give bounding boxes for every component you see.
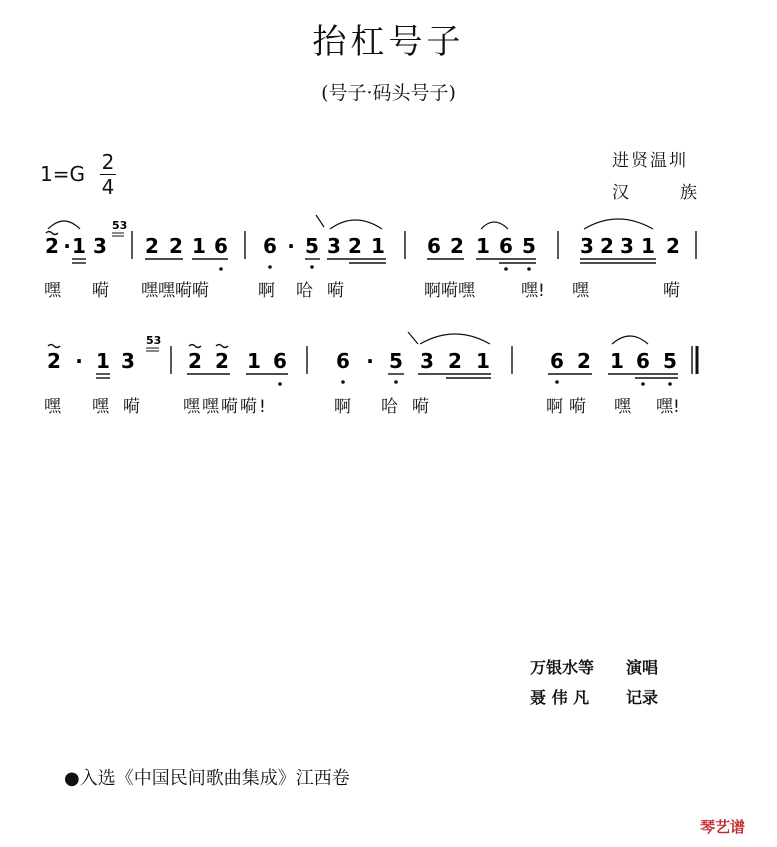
note: 6 bbox=[336, 349, 350, 373]
note: 1 bbox=[476, 349, 490, 373]
note-dot: · bbox=[366, 349, 374, 373]
slur bbox=[612, 336, 648, 344]
note: 2 bbox=[45, 234, 59, 258]
time-signature bbox=[98, 150, 118, 199]
note: 6 bbox=[273, 349, 287, 373]
performer-name: 万银水等 bbox=[530, 658, 595, 677]
low-octave-dots bbox=[219, 265, 531, 271]
note: 2 bbox=[666, 234, 680, 258]
note: 1 bbox=[371, 234, 385, 258]
lyric: 嘿 bbox=[44, 281, 61, 301]
note: 3 bbox=[327, 234, 341, 258]
lyric: 嘿 bbox=[572, 281, 589, 301]
note: 3 bbox=[93, 234, 107, 258]
note: 6 bbox=[214, 234, 228, 258]
breath-arrow bbox=[316, 215, 324, 227]
note: 1 bbox=[96, 349, 110, 373]
lyric: 哈嗬 bbox=[296, 281, 358, 301]
slur bbox=[584, 219, 653, 229]
note: 6 bbox=[427, 234, 441, 258]
note: 2 bbox=[188, 349, 202, 373]
note: 2 bbox=[145, 234, 159, 258]
performer-role: 演唱 bbox=[626, 658, 659, 677]
grace-beam bbox=[146, 348, 159, 351]
note: 1 bbox=[72, 234, 86, 258]
note: 3 bbox=[420, 349, 434, 373]
low-octave-dots bbox=[278, 380, 672, 386]
lyric: 嘿 bbox=[614, 397, 631, 417]
lyric: 嘿嘿嗬嗬! bbox=[183, 397, 268, 417]
note: 6 bbox=[550, 349, 564, 373]
note-dot: · bbox=[75, 349, 83, 373]
note: 5 bbox=[305, 234, 319, 258]
lyric: 嘿! bbox=[521, 281, 545, 301]
note: 2 bbox=[215, 349, 229, 373]
score-line-1 bbox=[0, 205, 777, 275]
grace-beam bbox=[112, 233, 124, 236]
lyric: 啊 bbox=[334, 397, 351, 417]
note: 1 bbox=[610, 349, 624, 373]
note: 3 bbox=[121, 349, 135, 373]
lyric: 嘿嘿嗬嗬 bbox=[141, 281, 209, 301]
slurs bbox=[48, 215, 653, 229]
watermark-logo: 琴艺谱 bbox=[700, 818, 746, 836]
lyric: 啊 bbox=[258, 281, 275, 301]
note: 6 bbox=[263, 234, 277, 258]
note: 3 bbox=[580, 234, 594, 258]
note: 1 bbox=[476, 234, 490, 258]
beams bbox=[72, 259, 656, 263]
time-signature-bottom: 4 bbox=[101, 175, 115, 199]
beams bbox=[96, 374, 678, 378]
song-title: 抬杠号子 bbox=[312, 22, 465, 62]
slur bbox=[330, 220, 382, 229]
note: 3 bbox=[620, 234, 634, 258]
footnote: ●入选《中国民间歌曲集成》江西卷 bbox=[64, 768, 350, 789]
note: 5 bbox=[522, 234, 536, 258]
slur bbox=[481, 222, 508, 229]
note: 2 bbox=[47, 349, 61, 373]
grace-notes: 53 bbox=[146, 334, 162, 347]
slur bbox=[48, 221, 80, 229]
lyric: 嘿嗬 bbox=[92, 397, 154, 417]
note: 6 bbox=[499, 234, 513, 258]
note: 1 bbox=[192, 234, 206, 258]
note: 2 bbox=[348, 234, 362, 258]
ethnicity-label bbox=[612, 178, 697, 203]
lyric: 哈嗬 bbox=[381, 397, 443, 417]
note: 2 bbox=[577, 349, 591, 373]
breath-arrow bbox=[408, 332, 418, 344]
note: 2 bbox=[450, 234, 464, 258]
lyric: 啊嗬嘿 bbox=[424, 281, 475, 301]
lyric: 嘿 bbox=[44, 397, 61, 417]
slurs bbox=[408, 332, 648, 344]
lyric: 嘿! bbox=[656, 397, 680, 417]
ethnicity-char-2: 族 bbox=[680, 183, 697, 203]
note: 5 bbox=[389, 349, 403, 373]
note: 5 bbox=[663, 349, 677, 373]
note: 2 bbox=[448, 349, 462, 373]
note-dot: · bbox=[63, 234, 71, 258]
recorder-role: 记录 bbox=[626, 688, 659, 707]
grace-notes: 53 bbox=[112, 219, 128, 232]
note: 2 bbox=[600, 234, 614, 258]
song-subtitle: (号子·码头号子) bbox=[321, 82, 456, 104]
slur bbox=[420, 334, 490, 344]
note-dot: · bbox=[287, 234, 295, 258]
region-label: 进贤温圳 bbox=[612, 151, 688, 171]
note: 1 bbox=[247, 349, 261, 373]
lyric: 啊嗬 bbox=[546, 397, 592, 417]
trill-marks bbox=[48, 345, 228, 348]
note: 1 bbox=[641, 234, 655, 258]
note: 2 bbox=[169, 234, 183, 258]
score-line-2 bbox=[0, 320, 777, 390]
note: 6 bbox=[636, 349, 650, 373]
time-signature-top: 2 bbox=[101, 150, 115, 174]
recorder-name: 聂 伟 凡 bbox=[530, 688, 590, 707]
ethnicity-char-1: 汉 bbox=[612, 183, 629, 203]
key-signature: 1=G bbox=[40, 162, 85, 186]
lyric: 嗬 bbox=[92, 281, 109, 301]
lyric: 嗬 bbox=[663, 281, 680, 301]
